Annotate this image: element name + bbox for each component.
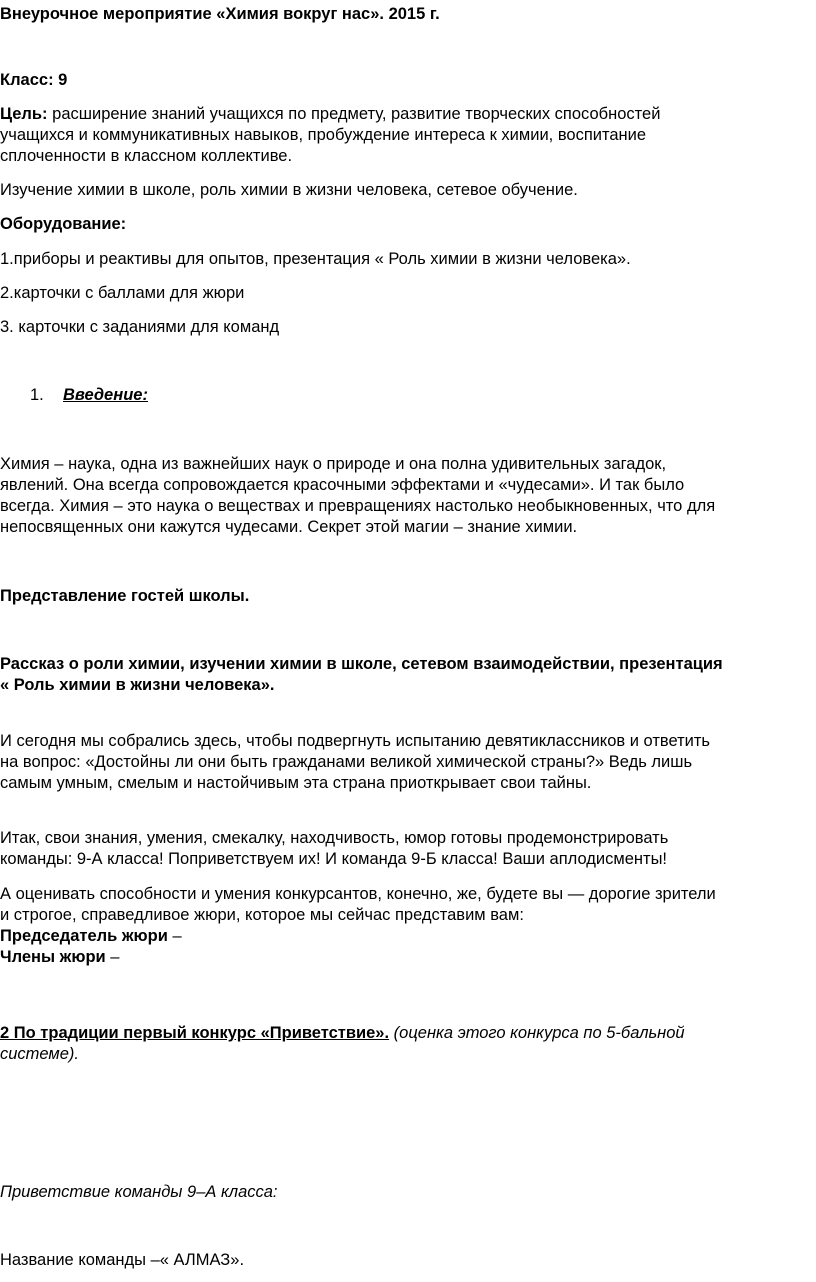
- goal-paragraph-line-3: сплоченности в классном коллективе.: [0, 147, 293, 165]
- intro-line-1: Химия – наука, одна из важнейших наук о природе и она полна удивительных загадок,: [0, 455, 667, 473]
- story-heading-line-2: « Роль химии в жизни человека».: [0, 676, 275, 694]
- members-dash: –: [105, 948, 120, 966]
- teams-line-1: Итак, свои знания, умения, смекалку, находчивость, юмор готовы продемонстрировать: [0, 829, 669, 847]
- contest-2-note: (оценка этого конкурса по 5-бальной: [389, 1024, 685, 1042]
- intro-line-4: непосвященных они кажутся чудесами. Секрет этой магии – знание химии.: [0, 518, 578, 536]
- class-line: Класс: 9: [0, 71, 68, 89]
- topic-line: Изучение химии в школе, роль химии в жизни человека, сетевое обучение.: [0, 181, 578, 199]
- section-1-title: Введение:: [63, 386, 148, 404]
- equipment-heading: Оборудование:: [0, 215, 127, 233]
- team-name-line: Название команды –« АЛМАЗ».: [0, 1251, 245, 1269]
- today-line-1: И сегодня мы собрались здесь, чтобы подвергнуть испытанию девятиклассников и ответить: [0, 732, 711, 750]
- members-line: [0, 947, 119, 967]
- today-line-3: самым умным, смелым и настойчивым эта страна приоткрывает свои тайны.: [0, 774, 592, 792]
- intro-line-3: всегда. Химия – это наука о веществах и превращениях настолько необыкновенных, что для: [0, 497, 716, 515]
- equipment-item-3: 3. карточки с заданиями для команд: [0, 318, 280, 336]
- goal-label: Цель:: [0, 105, 48, 123]
- contest-2-line-1: [0, 1023, 685, 1043]
- chairman-label: Председатель жюри: [0, 927, 168, 945]
- contest-2-title: 2 По традиции первый конкурс «Приветствие».: [0, 1024, 390, 1042]
- equipment-item-2: 2.карточки с баллами для жюри: [0, 284, 245, 302]
- goal-paragraph-line-2: учащихся и коммуникативных навыков, пробуждение интереса к химии, воспитание: [0, 126, 647, 144]
- goal-paragraph-line-1: [0, 104, 660, 124]
- equipment-item-1: 1.приборы и реактивы для опытов, презентация « Роль химии в жизни человека».: [0, 250, 631, 268]
- document-title: Внеурочное мероприятие «Химия вокруг нас». 2015 г.: [0, 5, 440, 23]
- teams-line-2: команды: 9-А класса! Поприветствуем их! И команда 9-Б класса! Ваши аплодисменты!: [0, 850, 668, 868]
- story-heading-line-1: Рассказ о роли химии, изучении химии в школе, сетевом взаимодействии, презентация: [0, 655, 723, 673]
- section-1-number: 1.: [30, 386, 44, 404]
- today-line-2: на вопрос: «Достойны ли они быть гражданами великой химической страны?» Ведь лишь: [0, 753, 693, 771]
- greeting-9a-heading: Приветствие команды 9–А класса:: [0, 1183, 278, 1201]
- jury-line-2: и строгое, справедливое жюри, которое мы сейчас представим вам:: [0, 906, 524, 924]
- intro-line-2: явлений. Она всегда сопровождается красочными эффектами и «чудесами». И так было: [0, 476, 685, 494]
- chairman-line: [0, 926, 182, 946]
- members-label: Члены жюри: [0, 948, 106, 966]
- chairman-dash: –: [167, 927, 182, 945]
- contest-2-line-2: системе).: [0, 1045, 79, 1063]
- guests-heading: Представление гостей школы.: [0, 587, 250, 605]
- goal-text-1: расширение знаний учащихся по предмету, развитие творческих способностей: [47, 105, 661, 123]
- jury-line-1: А оценивать способности и умения конкурсантов, конечно, же, будете вы — дорогие зрители: [0, 885, 716, 903]
